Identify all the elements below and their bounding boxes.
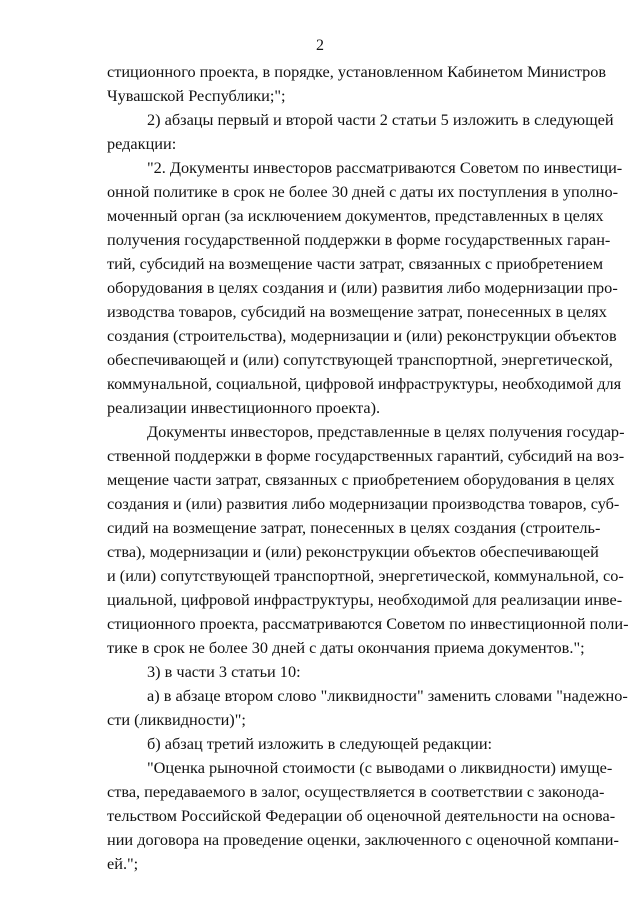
text-line: онной политике в срок не более 30 дней с даты их поступления в уполно- (107, 182, 619, 201)
text-line: "2. Документы инвесторов рассматриваются Советом по инвестици- (147, 158, 623, 177)
text-line: реализации инвестиционного проекта). (107, 398, 381, 417)
text-line: стиционного проекта, в порядке, установленном Кабинетом Министров (107, 62, 607, 81)
text-line: мещение части затрат, связанных с приобретением оборудования в целях (107, 470, 615, 489)
text-line: создания (строительства), модернизации и (или) реконструкции объектов (107, 326, 617, 345)
text-line: ственной поддержки в форме государственных гарантий, субсидий на воз- (107, 446, 625, 465)
text-line: "Оценка рыночной стоимости (с выводами о ликвидности) имуще- (147, 758, 613, 777)
text-line: сти (ликвидности)"; (107, 710, 246, 729)
text-line: ства), модернизации и (или) реконструкции объектов обеспечивающей (107, 542, 599, 561)
text-line: нии договора на проведение оценки, заключенного с оценочной компани- (107, 830, 619, 849)
text-line: коммунальной, социальной, цифровой инфраструктуры, необходимой для (107, 374, 622, 393)
text-line: оборудования в целях создания и (или) развития либо модернизации про- (107, 278, 618, 297)
text-line: моченный орган (за исключением документов, представленных в целях (107, 206, 604, 225)
text-line: 3) в части 3 статьи 10: (147, 662, 301, 681)
text-line: ства, передаваемого в залог, осуществляется в соответствии с законода- (107, 782, 605, 801)
text-line: циальной, цифровой инфраструктуры, необходимой для реализации инве- (107, 590, 623, 609)
text-line: сидий на возмещение затрат, понесенных в целях создания (строитель- (107, 518, 601, 537)
text-line: Документы инвесторов, представленные в целях получения государ- (147, 422, 625, 441)
text-line: Чувашской Республики;"; (107, 86, 286, 105)
text-line: а) в абзаце втором слово "ликвидности" заменить словами "надежно- (147, 686, 628, 705)
text-line: б) абзац третий изложить в следующей редакции: (147, 734, 493, 753)
text-line: создания и (или) развития либо модернизации производства товаров, суб- (107, 494, 620, 513)
page-number: 2 (316, 37, 324, 54)
text-line: изводства товаров, субсидий на возмещение затрат, понесенных в целях (107, 302, 607, 321)
text-line: 2) абзацы первый и второй части 2 статьи 5 изложить в следующей (147, 110, 614, 129)
text-line: тельством Российской Федерации об оценочной деятельности на основа- (107, 806, 616, 825)
document-body (107, 60, 629, 876)
text-line: ей."; (107, 854, 139, 873)
text-line: тике в срок не более 30 дней с даты окончания приема документов."; (107, 638, 585, 657)
text-line: редакции: (107, 134, 177, 153)
text-line: и (или) сопутствующей транспортной, энергетической, коммунальной, со- (107, 566, 624, 585)
text-line: обеспечивающей и (или) сопутствующей транспортной, энергетической, (107, 350, 613, 369)
text-line: тий, субсидий на возмещение части затрат, связанных с приобретением (107, 254, 604, 273)
text-line: получения государственной поддержки в форме государственных гаран- (107, 230, 611, 249)
text-line: стиционного проекта, рассматриваются Советом по инвестиционной поли- (107, 614, 629, 633)
